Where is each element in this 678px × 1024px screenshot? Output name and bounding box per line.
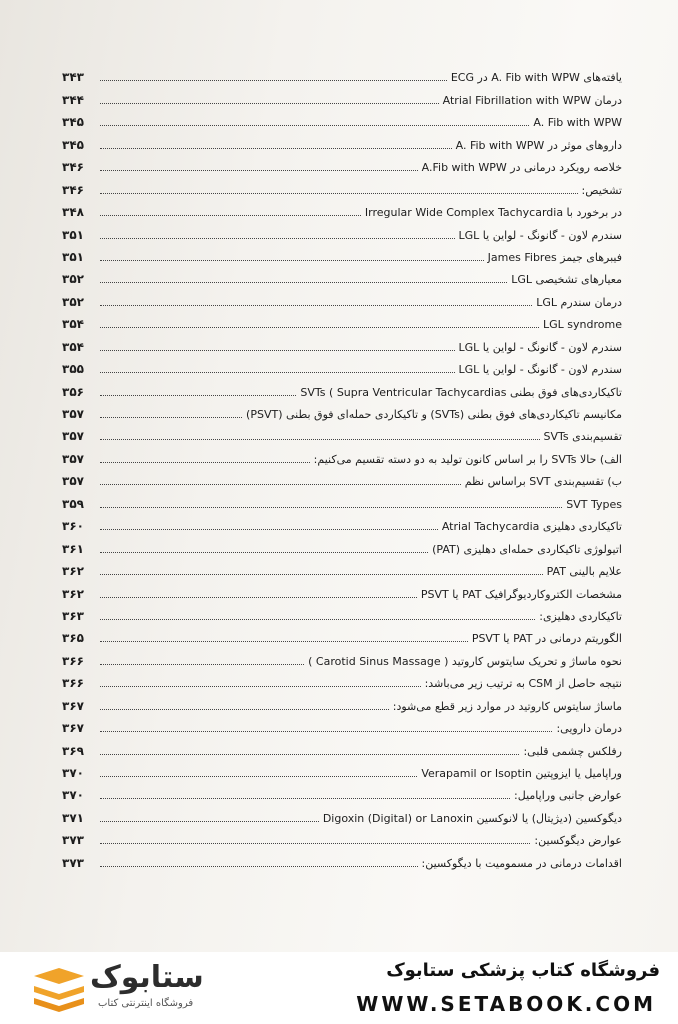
toc-entry [62,647,622,669]
dot-leader [100,350,455,351]
toc-page-number: ۳۶۳ [62,608,84,623]
toc-page-number: ۳۶۶ [62,676,84,691]
toc-entry [62,266,622,288]
dot-leader [100,439,540,440]
toc-entry [62,423,622,445]
toc-entry-title: داروهای موثر در A. Fib with WPW [455,138,622,152]
toc-entry-title: وراپامیل یا ایزوپتین Verapamil or Isoptin [421,767,622,780]
toc-entry [62,356,622,378]
toc-entry [62,625,622,647]
toc-page-number: ۳۵۲ [62,294,84,309]
toc-entry [62,849,622,871]
toc-entry-title: اقدامات درمانی در مسمومیت با دیگوکسین: [421,856,622,870]
toc-entry-title: تاکیکاردی دهلیزی: [539,609,622,623]
toc-page-number: ۳۴۶ [62,182,84,197]
toc-entry [62,378,622,400]
toc-entry-title: خلاصه رویکرد درمانی در A.Fib with WPW [421,161,622,175]
toc-page-number: ۳۷۱ [62,810,84,825]
toc-entry-title: عوارض جانبی وراپامیل: [514,789,622,803]
toc-entry [62,513,622,535]
dot-leader [100,574,543,575]
toc-page-number: ۳۷۳ [62,833,84,848]
toc-entry-title: تاکیکاردی دهلیزی Atrial Tachycardia [441,520,622,534]
book-stack-logo-icon [30,964,88,1014]
dot-leader [100,619,535,620]
toc-page-number: ۳۶۹ [62,743,84,758]
dot-leader [100,529,438,530]
store-footer-banner [0,952,678,1024]
toc-entry-title: مکانیسم تاکیکاردی‌های فوق بطنی (SVTs) و تاکیکاردی حمله‌ای فوق بطنی (PSVT) [246,408,622,421]
toc-entry [62,670,622,692]
toc-page-number: ۳۶۷ [62,698,84,713]
toc-page-number: ۳۵۱ [62,227,84,242]
toc-page-number: ۳۵۷ [62,451,84,466]
toc-page-number: ۳۴۵ [62,137,84,152]
toc-entry-title: درمان Atrial Fibrillation with WPW [442,93,622,107]
dot-leader [100,866,418,867]
toc-entry [62,86,622,108]
toc-entry [62,558,622,580]
toc-entry-title: سندرم لاون - گانونگ - لواین یا LGL [458,228,622,242]
toc-entry-title: معیارهای تشخیصی LGL [511,273,622,287]
toc-entry-title: تشخیص: [581,183,622,197]
dot-leader [100,664,304,665]
toc-entry-title: الگوریتم درمانی در PAT یا PSVT [471,632,622,646]
toc-entry [62,715,622,737]
dot-leader [100,103,439,104]
toc-entry-title: الف) حالا SVTs را بر اساس کانون تولید به دو دسته تقسیم می‌کنیم: [313,452,622,466]
toc-entry-title: علایم بالینی PAT [546,565,622,579]
dot-leader [100,709,389,710]
toc-entry [62,333,622,355]
toc-entry-title: درمان سندرم LGL [536,295,622,309]
toc-page-number: ۳۶۷ [62,721,84,736]
dot-leader [100,754,519,755]
toc-entry [62,804,622,826]
setabook-logo[interactable] [30,960,230,1018]
toc-page-number: ۳۵۹ [62,496,84,511]
table-of-contents [62,64,622,872]
dot-leader [100,125,529,126]
dot-leader [100,372,455,373]
dot-leader [100,843,530,844]
dot-leader [100,731,552,732]
dot-leader [100,484,461,485]
toc-entry [62,468,622,490]
dot-leader [100,597,417,598]
dot-leader [100,215,361,216]
dot-leader [100,776,417,777]
toc-page-number: ۳۵۲ [62,272,84,287]
dot-leader [100,821,319,822]
toc-entry [62,445,622,467]
toc-entry-title: ماساژ سایتوس کاروتید در موارد زیر قطع می‌شود: [392,699,622,713]
toc-page-number: ۳۶۶ [62,653,84,668]
toc-entry-title: یافته‌های A. Fib with WPW در ECG [450,71,622,85]
toc-entry-title: تاکیکاردی‌های فوق بطنی SVTs ( Supra Ventricular Tachycardias [300,385,622,399]
dot-leader [100,148,452,149]
toc-entry-title: اتیولوژی تاکیکاردی حمله‌ای دهلیزی (PAT) [432,542,622,556]
toc-entry-title: LGL syndrome [543,318,622,332]
toc-entry [62,288,622,310]
dot-leader [100,686,421,687]
toc-entry-title: عوارض دیگوکسین: [534,834,622,848]
toc-entry-title: SVT Types [566,497,622,511]
toc-entry-title: در برخورد با Irregular Wide Complex Tachycardia [364,206,622,220]
toc-entry-title: فیبرهای جیمز James Fibres [487,250,622,264]
toc-page-number: ۳۴۵ [62,115,84,130]
toc-entry-title: رفلکس چشمی قلبی: [523,744,622,758]
toc-entry [62,64,622,86]
toc-entry [62,109,622,131]
toc-entry-title: دیگوکسین (دیژیتال) یا لانوکسین Digoxin (Digital) or Lanoxin [322,811,622,825]
toc-entry [62,311,622,333]
dot-leader [100,798,510,799]
dot-leader [100,170,418,171]
toc-entry-title: سندرم لاون - گانونگ - لواین یا LGL [458,340,622,354]
toc-page-number: ۳۶۱ [62,541,84,556]
toc-page-number: ۳۵۴ [62,339,84,354]
dot-leader [100,80,447,81]
toc-entry [62,244,622,266]
toc-entry [62,827,622,849]
store-name: فروشگاه کتاب پزشکی ستابوک [386,960,660,981]
dot-leader [100,193,578,194]
toc-page-number: ۳۷۰ [62,766,84,780]
toc-entry [62,535,622,557]
toc-page-number: ۳۷۳ [62,855,84,870]
dot-leader [100,260,484,261]
toc-entry [62,176,622,198]
toc-page-number: ۳۵۷ [62,407,84,421]
toc-entry [62,131,622,153]
dot-leader [100,305,532,306]
toc-page-number: ۳۷۰ [62,788,84,803]
toc-page-number: ۳۶۰ [62,519,84,534]
toc-page-number: ۳۵۱ [62,249,84,264]
toc-page-number: ۳۵۵ [62,362,84,377]
toc-entry [62,199,622,221]
toc-entry [62,760,622,782]
toc-page-number: ۳۶۲ [62,586,84,601]
toc-entry-title: درمان دارویی: [556,722,622,736]
dot-leader [100,641,468,642]
dot-leader [100,507,562,508]
toc-entry-title: A. Fib with WPW [533,116,622,130]
toc-page-number: ۳۴۶ [62,160,84,175]
toc-page-number: ۳۴۳ [62,70,84,85]
toc-entry-title: نتیجه حاصل از CSM به ترتیب زیر می‌باشد: [424,677,622,691]
toc-page-number: ۳۶۲ [62,564,84,579]
logo-tagline: فروشگاه اینترنتی کتاب [98,998,194,1009]
toc-entry-title: مشخصات الکتروکاردیوگرافیک PAT یا PSVT [420,587,622,601]
dot-leader [100,327,539,328]
toc-page-number: ۳۴۴ [62,92,84,107]
toc-entry [62,603,622,625]
dot-leader [100,552,428,553]
toc-page-number: ۳۵۷ [62,429,84,444]
dot-leader [100,282,507,283]
toc-page-number: ۳۵۴ [62,317,84,332]
toc-entry-title: سندرم لاون - گانونگ - لواین یا LGL [458,363,622,377]
logo-wordmark: ستابوک [90,960,204,995]
toc-entry [62,401,622,423]
dot-leader [100,395,296,396]
dot-leader [100,417,242,418]
dot-leader [100,462,310,463]
toc-entry-title: ب) تقسیم‌بندی SVT براساس نظم [464,475,622,489]
toc-entry-title: نحوه ماساژ و تحریک سایتوس کاروتید ( Carotid Sinus Massage ) [308,654,622,668]
toc-entry [62,782,622,804]
toc-entry [62,154,622,176]
toc-page-number: ۳۵۷ [62,474,84,489]
toc-entry [62,692,622,714]
toc-entry-title: تقسیم‌بندی SVTs [543,430,622,444]
website-link[interactable]: WWW.SETABOOK.COM [356,992,656,1016]
toc-page-number: ۳۴۸ [62,205,84,220]
toc-page-number: ۳۵۶ [62,384,84,399]
toc-entry [62,490,622,512]
dot-leader [100,238,455,239]
toc-page-number: ۳۶۵ [62,631,84,646]
toc-entry [62,737,622,759]
toc-entry [62,221,622,243]
toc-entry [62,580,622,602]
